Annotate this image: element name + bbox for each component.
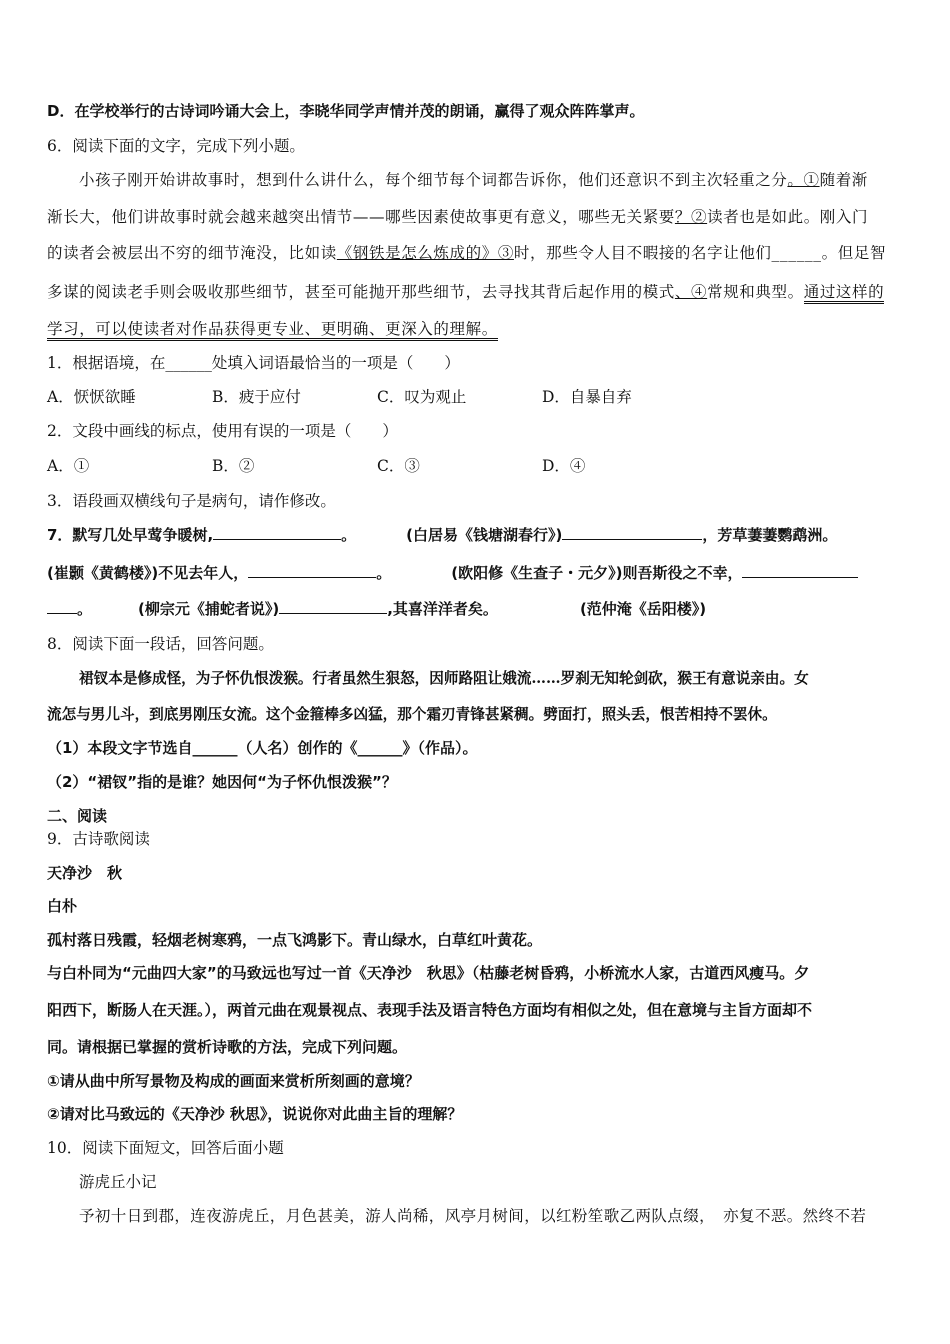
- answer-blank[interactable]: [279, 599, 387, 614]
- q6-paragraph-line-1: 小孩子刚开始讲故事时，想到什么讲什么，每个细节每个词都告诉你，他们还意识不到主次轻重之分。①随着渐: [79, 171, 868, 189]
- q9-intro-line-3: 同。请根据已掌握的赏析诗歌的方法，完成下列问题。: [47, 1038, 408, 1056]
- answer-blank[interactable]: [248, 563, 376, 578]
- q9-poem-text: 孤村落日残霞，轻烟老树寒鸦，一点飞鸿影下。青山绿水，白草红叶黄花。: [47, 931, 543, 949]
- q9-intro-line-1: 与白朴同为“元曲四大家”的马致远也写过一首《天净沙 秋思》（枯藤老树昏鸦，小桥流水人家，古道西风瘦马。夕: [47, 964, 810, 982]
- section-heading: 二、阅读: [47, 807, 108, 825]
- q6-sub2-options: [47, 455, 707, 477]
- answer-blank[interactable]: [562, 525, 702, 540]
- q8-passage-line-2: 流怎与男儿斗，到底男刚压女流。这个金箍棒多凶猛，那个霜刃青锋甚紧稠。劈面打，照头丢，恨苦相持不罢休。: [47, 706, 777, 723]
- answer-blank[interactable]: [213, 525, 341, 540]
- q10-passage-title: 游虎丘小记: [79, 1173, 157, 1191]
- q8-stem: 8．阅读下面一段话，回答问题。: [47, 635, 274, 653]
- q6-sub1-options: [47, 386, 707, 408]
- q6-stem: 6．阅读下面的文字，完成下列小题。: [47, 137, 305, 155]
- q7-line-1: 7．默写几处早莺争暖树, 。 (白居易《钱塘湖春行》) ，芳草萋萋鹦鹉洲。: [47, 526, 838, 544]
- q8-passage-line-1: 裙钗本是修成怪，为子怀仇恨泼猴。行者虽然生狠怒，因师路阻让娥流……罗刹无知轮剑砍，猴王有意说亲由。女: [79, 670, 809, 687]
- q6-paragraph-line-3: 的读者会被层出不穷的细节淹没，比如读《钢铁是怎么炼成的》③时，那些令人目不暇接的名字让他们______。但足智: [47, 244, 887, 262]
- q8-sub2: （2）“裙钗”指的是谁？她因何“为子怀仇恨泼猴”？: [47, 773, 397, 791]
- q6-paragraph-line-4: 多谋的阅读老手则会吸收那些细节，甚至可能抛开那些细节，去寻找其背后起作用的模式、④常规和典型。通过这样的: [47, 281, 884, 303]
- q7-line-3: 。 (柳宗元《捕蛇者说》) ,其喜洋洋者矣。 (范仲淹《岳阳楼》): [47, 598, 706, 620]
- q9-poem-author: 白朴: [47, 897, 78, 915]
- option-c: C．叹为观止: [377, 388, 467, 406]
- option-b: B．疲于应付: [212, 388, 301, 406]
- option-d: D．自暴自弃: [542, 388, 632, 406]
- option-d: D．④: [542, 457, 586, 475]
- option-c: C．③: [377, 457, 420, 475]
- q9-poem-title: 天净沙 秋: [47, 864, 123, 882]
- q6-paragraph-line-5: 学习，可以使读者对作品获得更专业、更明确、更深入的理解。: [47, 318, 498, 340]
- q10-passage-line-1: 予初十日到郡，连夜游虎丘，月色甚美，游人尚稀，风亭月树间，以红粉笙歌乙两队点缀， 亦复不恶。然终不若: [79, 1207, 867, 1225]
- q10-stem: 10．阅读下面短文，回答后面小题: [47, 1139, 284, 1157]
- q7-line-2: (崔颢《黄鹤楼》)不见去年人， 。 (欧阳修《生查子・元夕》)则吾斯役之不幸，: [47, 562, 858, 584]
- q6-sub1-stem: 1．根据语境，在______处填入词语最恰当的一项是（ ）: [47, 354, 460, 372]
- q5-option-d: D．在学校举行的古诗词吟诵大会上，李晓华同学声情并茂的朗诵，赢得了观众阵阵掌声。: [47, 102, 645, 120]
- q6-sub3-stem: 3．语段画双横线句子是病句，请作修改。: [47, 492, 336, 510]
- q9-stem: 9．古诗歌阅读: [47, 830, 150, 848]
- option-b: B．②: [212, 457, 255, 475]
- q9-sub2: ②请对比马致远的《天净沙 秋思》，说说你对此曲主旨的理解？: [47, 1105, 463, 1123]
- q6-paragraph-line-2: 渐长大，他们讲故事时就会越来越突出情节——哪些因素使故事更有意义，哪些无关紧要？②读者也是如此。刚入门: [47, 208, 869, 226]
- answer-blank[interactable]: [47, 599, 77, 614]
- q9-intro-line-2: 阳西下，断肠人在天涯。），两首元曲在观景视点、表现手法及语言特色方面均有相似之处，但在意境与主旨方面却不: [47, 1001, 813, 1019]
- q9-sub1: ①请从曲中所写景物及构成的画面来赏析所刻画的意境？: [47, 1072, 420, 1090]
- q8-sub1: （1）本段文字节选自______（人名）创作的《______》（作品）。: [47, 739, 478, 757]
- option-a: A．①: [47, 457, 90, 475]
- answer-blank[interactable]: [742, 563, 858, 578]
- q6-sub2-stem: 2．文段中画线的标点，使用有误的一项是（ ）: [47, 422, 398, 440]
- option-a: A．恹恹欲睡: [47, 388, 136, 406]
